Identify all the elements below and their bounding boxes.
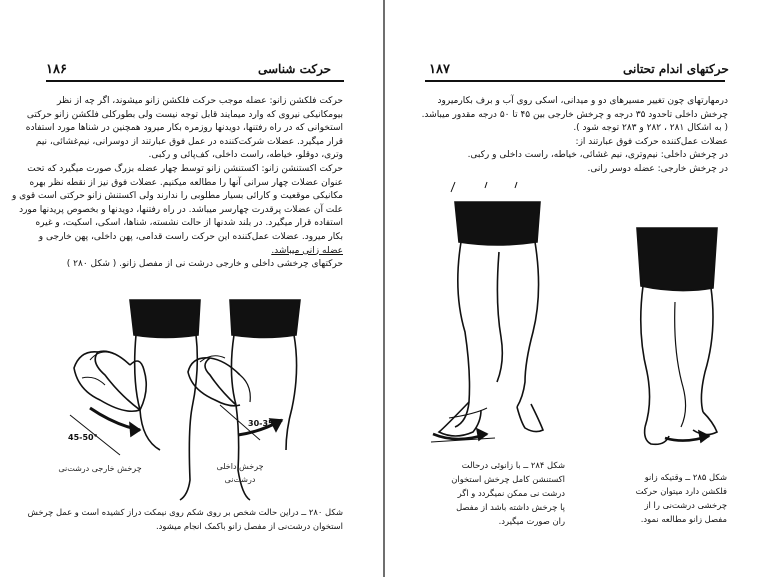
text-line: حرکتهای چرخشی داخلی و خارجی درشت نی از مفصل زانو. ( شکل ۲۸۰ )	[66, 259, 343, 270]
figure-284-caption	[405, 458, 565, 528]
page-number: ۱۸۶	[46, 62, 67, 77]
header-rule	[425, 80, 725, 82]
text-line: عضله زانی میباشد.	[271, 245, 343, 256]
text-line: بیومکانیکی نیروی که وارد میمایند قابل توجه نیست ولی بطورکلی فلکشن زانو حرکتی	[26, 109, 343, 120]
angle-label-left: 45-50°	[68, 433, 98, 442]
caption-line: شکل ۲۸۰ ــ دراین حالت شخص بر روی شکم روی نیمکت دراز کشیده است و عمل چرخش	[27, 507, 343, 517]
text-line: حرکت اکستنشن زانو: اکستنشن زانو توسط چهار عضله بزرگ صورت میگیرد که تحت	[27, 163, 343, 174]
body-text	[11, 95, 343, 272]
right-page	[385, 0, 768, 577]
caption-line: ران صورت میگیرد.	[498, 516, 565, 526]
caption-line: استخوان درشت‌نی از مفصل زانو باکمک انجام میشود.	[156, 521, 343, 531]
text-line: وتری، دوقلو، خیاطه، راست داخلی، کف‌پائی و رکبی.	[148, 150, 343, 161]
text-line: استفاده قرار میگیرد. در بلند شدنها از حالت نشسته، شناها، اسکی، اسکیت، و غیره	[35, 218, 343, 229]
text-line: قرار میگیرد. عضلات شرکت‌کننده در عمل فوق عبارتند از دوسرانی، نیم‌غشائی، نیم	[35, 136, 343, 147]
caption-line: چرخشی درشت‌نی را از	[644, 500, 727, 510]
figure-label-internal-rotation: چرخش داخلی	[216, 462, 264, 471]
header-title: حرکت شناسی	[258, 62, 332, 76]
text-line: در چرخش داخلی: نیم‌وتری، نیم غشائی، خیاطه، راست داخلی و رکبی.	[467, 150, 728, 161]
figure-284-illustration	[425, 182, 575, 452]
caption-line: شکل ۲۸۵ ــ وقتیکه زانو	[644, 472, 727, 482]
caption-line: درشت نی ممکن نمیگردد و اگر	[457, 488, 565, 498]
text-line: عنوان عضلات چهار سرانی آنها را مطالعه میکنیم. عضلات فوق نیز از نقطه نظر بهره	[29, 177, 343, 188]
figure-label-tibia: درشت‌نی	[224, 475, 256, 484]
page-number: ۱۸۷	[429, 62, 450, 77]
text-line: عضلات عمل‌کننده حرکت فوق عبارتند از:	[575, 136, 728, 147]
header-rule	[46, 80, 344, 82]
text-line: در چرخش خارجی: عضله دوسر رانی.	[587, 163, 728, 174]
figure-280-caption	[27, 505, 343, 533]
text-line: علت آن عضلات پرقدرت چهارسر میباشد. در راه رفتنها، دویدنها و بخصوص پریدنها مورد	[19, 204, 343, 215]
caption-line: شکل ۲۸۴ ــ با زانوئی درحالت	[461, 460, 565, 470]
angle-label-right: 30-35°	[248, 419, 278, 428]
figure-label-external-rotation: چرخش خارجی درشت‌نی	[58, 464, 142, 473]
text-line: بکار میرود. عضلات عمل‌کننده این حرکت راست قدامی، پهن داخلی، پهن خارجی و	[38, 231, 343, 242]
text-line: چرخش داخلی تاحدود ۳۵ درجه و چرخش خارجی بین ۴۵ تا ۵۰ درجه مقدور میباشد.	[421, 109, 728, 120]
left-page	[0, 0, 383, 577]
text-line: مکانیکی موقعیت و کارائی بسیار مطلوبی را ندارند ولی اکستنش زانو حرکتی است قوی و	[11, 191, 343, 202]
text-line: درمهارتهای چون تغییر مسیرهای دو و میدانی، اسکی روی آب و برف بکارمیرود	[437, 96, 728, 106]
header-title: حرکتهای اندام تحتانی	[623, 62, 729, 76]
caption-line: اکستنشن کامل چرخش استخوان	[451, 474, 565, 484]
text-line: حرکت فلکشن زانو: عضله موجب حرکت فلکشن زانو میشوند، اگر چه از نظر	[57, 96, 343, 106]
caption-line: مفصل زانو مطالعه نمود.	[640, 514, 727, 524]
figure-285-illustration	[625, 222, 725, 447]
body-text	[421, 95, 728, 177]
text-line: ( به اشکال ۲۸۱ ، ۲۸۲ و ۲۸۳ توجه شود ).	[573, 123, 728, 134]
caption-line: فلکشن دارد میتوان حرکت	[635, 486, 727, 496]
caption-line: پا چرخش داشته باشد از مفصل	[456, 502, 565, 512]
text-line: استخوانی که در راه رفتنها، دویدنها روزمره بکار میرود همچنین در شناها مورد استفاده	[25, 123, 343, 134]
figure-285-caption	[617, 470, 727, 526]
